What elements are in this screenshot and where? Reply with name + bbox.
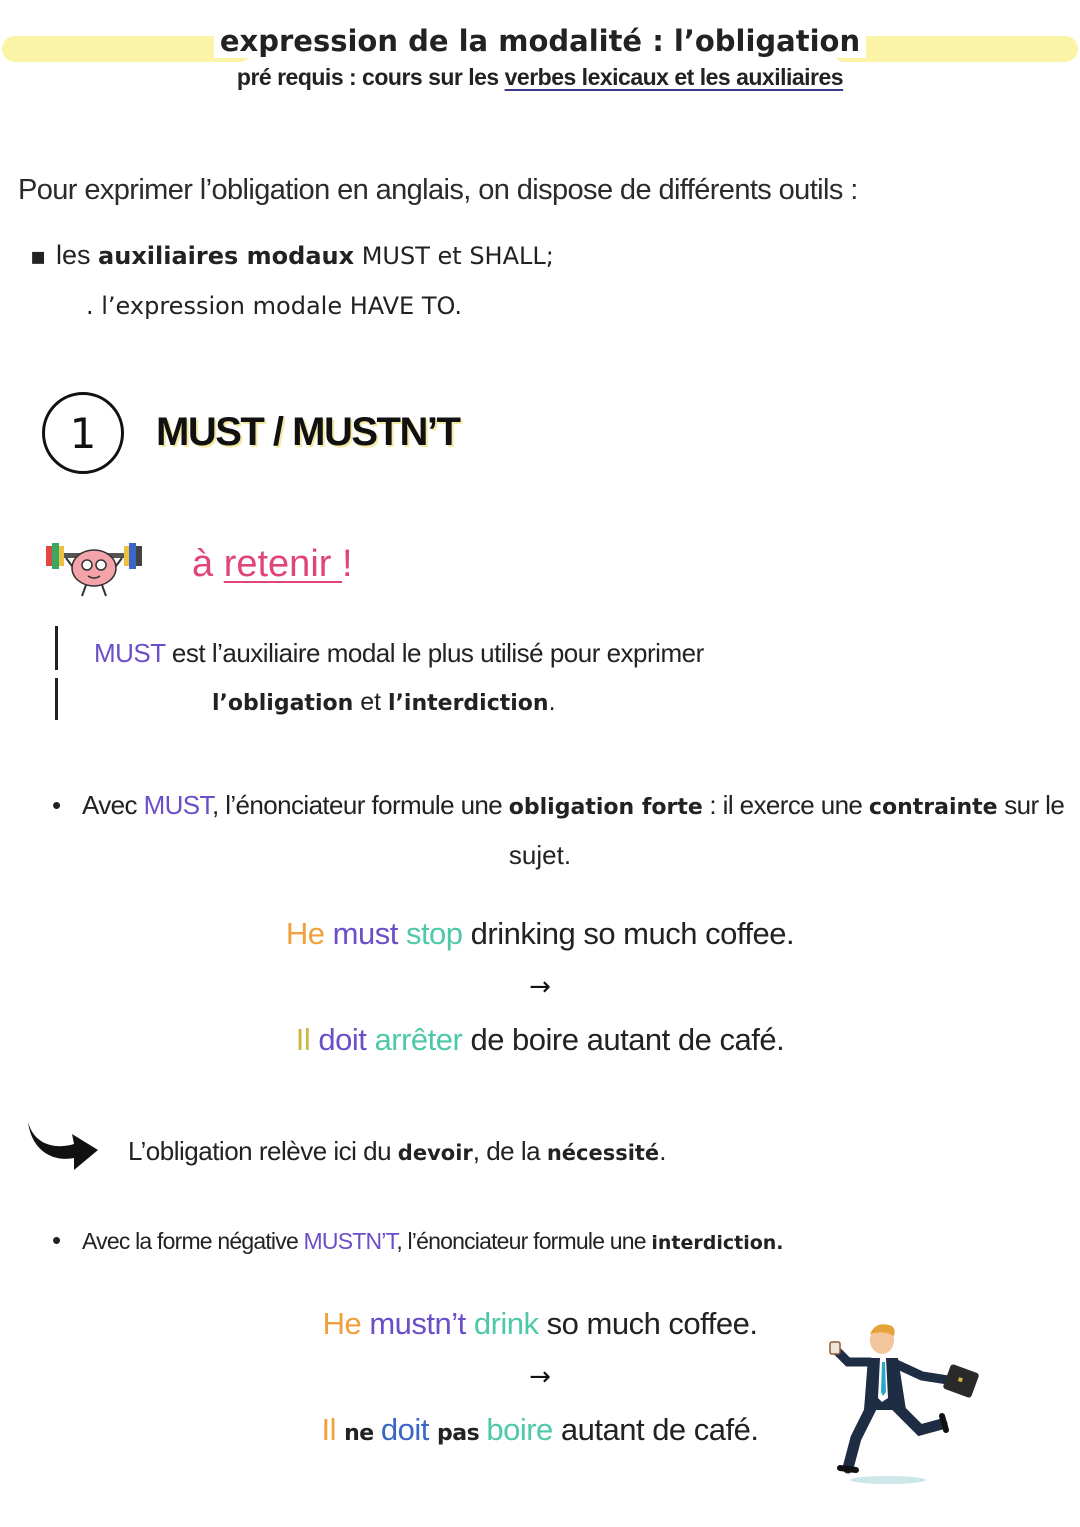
verb-stop: stop: [405, 916, 463, 951]
negation-ne: ne: [344, 1421, 381, 1446]
bullet-must-continuation: sujet.: [508, 840, 572, 870]
devoir-bold: devoir: [397, 1141, 473, 1165]
obligation-bold: l’obligation: [212, 691, 354, 716]
verb-boire: boire: [486, 1412, 553, 1447]
necessite-bold: nécessité: [546, 1141, 660, 1165]
list-item-modals: [30, 240, 554, 271]
interdiction-bold: l’interdiction: [388, 691, 549, 716]
definition-line1: [94, 638, 704, 669]
example-rest: drinking so much coffee.: [462, 916, 795, 951]
modal-doit: doit: [380, 1412, 437, 1447]
example-rest: de boire autant de café.: [462, 1022, 785, 1057]
note-part: , de la: [472, 1136, 547, 1166]
interdiction-bold: interdiction.: [651, 1232, 784, 1254]
must-keyword: MUST: [143, 790, 212, 820]
note-text: [128, 1136, 666, 1167]
translation-arrow: →: [529, 1362, 551, 1392]
page-title: [0, 24, 1080, 58]
subject-he: He: [285, 916, 333, 951]
section-number-circle: 1: [42, 392, 124, 474]
subject-il: Il: [321, 1412, 345, 1447]
note-part: L’obligation relève ici du: [128, 1136, 398, 1166]
example-rest: so much coffee.: [538, 1306, 758, 1341]
subject-il: Il: [295, 1022, 319, 1057]
quote-bar: [55, 626, 58, 670]
negation-pas: pas: [436, 1421, 487, 1446]
bullet-text: sur le: [997, 790, 1065, 820]
list-item-bold: auxiliaires modaux: [98, 242, 355, 270]
retenir-underlined: retenir: [223, 543, 342, 585]
example-rest: autant de café.: [552, 1412, 759, 1447]
note-period: .: [659, 1136, 666, 1166]
example1-french: [0, 1022, 1080, 1058]
brain-weightlifting-icon: [44, 538, 144, 600]
example1-english: [0, 916, 1080, 952]
retenir-exclamation: !: [341, 543, 353, 585]
bullet-dot: •: [52, 1225, 61, 1255]
bullet-text: , l’énonciateur formule une: [211, 790, 509, 820]
verb-drink: drink: [473, 1306, 539, 1341]
list-item-text: les: [56, 240, 99, 270]
prerequisite-line: [0, 64, 1080, 91]
prerequisite-prefix: pré requis : cours sur les: [236, 64, 505, 90]
definition-line2: [212, 688, 556, 717]
translation-arrow: →: [529, 972, 551, 1002]
bullet-text: Avec la forme négative: [82, 1228, 304, 1254]
subject-he: He: [322, 1306, 370, 1341]
modal-doit: doit: [318, 1022, 375, 1057]
contrainte-bold: contrainte: [868, 795, 998, 820]
definition-text: et: [353, 688, 389, 716]
retenir-heading: [192, 543, 353, 586]
must-keyword: MUST: [94, 638, 166, 668]
mustnt-keyword: MUSTN’T: [303, 1228, 397, 1254]
list-item-have-to: . l’expression modale HAVE TO.: [86, 292, 463, 320]
intro-text: Pour exprimer l’obligation en anglais, on dispose de différents outils :: [18, 174, 858, 206]
list-item-text: MUST et SHALL;: [354, 242, 554, 270]
curved-arrow-icon: [24, 1114, 100, 1172]
bullet-mustnt: [52, 1225, 784, 1256]
bullet-text: : il exerce une: [702, 790, 869, 820]
definition-text: est l’auxiliaire modal le plus utilisé pour exprimer: [165, 638, 704, 668]
running-businessman-icon: [826, 1318, 986, 1488]
bullet-text: Avec: [82, 790, 144, 820]
quote-bar: [55, 678, 58, 720]
modal-mustnt: mustn’t: [369, 1306, 474, 1341]
obligation-forte-bold: obligation forte: [508, 795, 703, 820]
list-bullet: ▪: [30, 242, 47, 270]
bullet-text: , l’énonciateur formule une: [396, 1228, 652, 1254]
bullet-dot: •: [52, 790, 61, 820]
prerequisite-link[interactable]: verbes lexicaux et les auxiliaires: [504, 64, 844, 90]
page-title-text: expression de la modalité : l’obligation: [214, 24, 866, 58]
definition-period: .: [548, 691, 556, 716]
bullet-must: [52, 790, 1064, 821]
modal-must: must: [332, 916, 406, 951]
verb-arreter: arrêter: [374, 1022, 463, 1057]
section-title: MUST / MUSTN’T: [156, 410, 460, 454]
retenir-a: à: [192, 543, 224, 585]
